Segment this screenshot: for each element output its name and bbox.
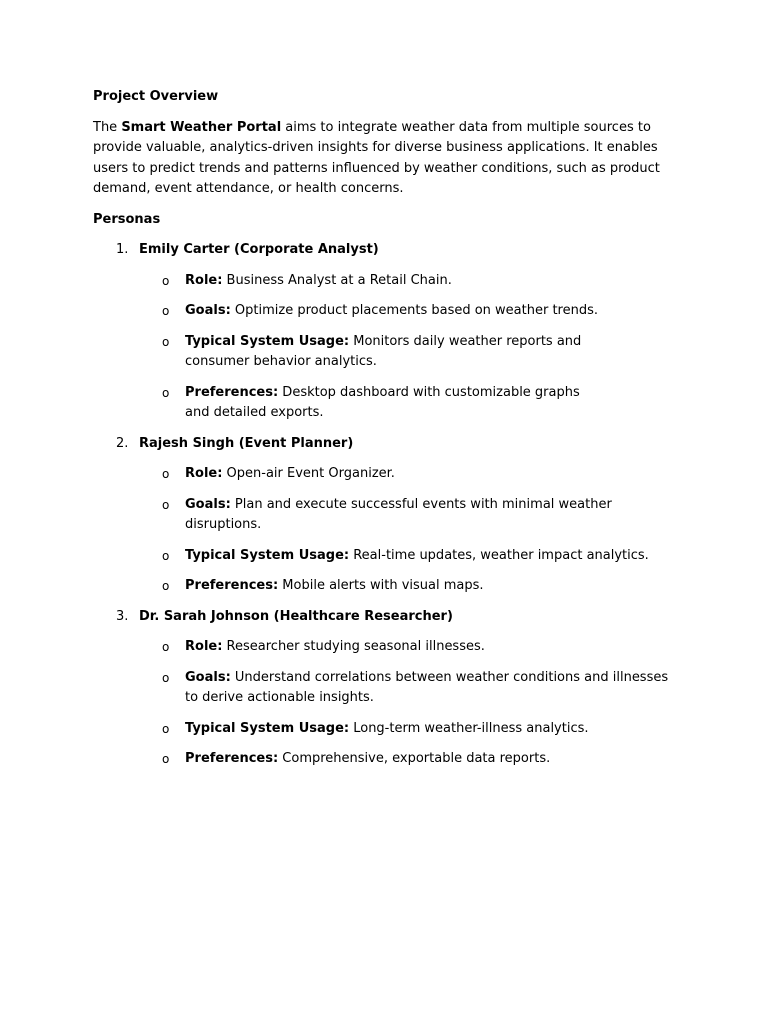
persona-item [93,240,683,424]
attribute-label: Goals: [185,496,231,512]
bullet-icon: o [162,579,170,593]
attribute-value: Plan and execute successful events with minimal weather disruptions. [185,496,612,532]
attribute-label: Role: [185,466,223,481]
bullet-icon: o [162,467,170,481]
attribute-value: Mobile alerts with visual maps. [278,578,484,593]
intro-prefix: The [93,119,122,135]
persona-name: Dr. Sarah Johnson (Healthcare Researcher) [139,608,453,624]
persona-name: Rajesh Singh (Event Planner) [139,435,354,451]
attribute-label: Role: [185,639,223,654]
bullet-icon: o [162,273,170,288]
attribute-value: Optimize product placements based on weather trends. [230,303,599,318]
persona-attribute [93,332,595,373]
intro-paragraph [93,118,683,200]
attribute-value: Monitors daily weather reports and consumer behavior analytics. [185,333,582,369]
persona-attribute [93,749,595,770]
attribute-value: Desktop dashboard with customizable graphs and detailed exports. [185,384,580,420]
attribute-label: Typical System Usage: [185,720,350,736]
attribute-label: Preferences: [185,578,279,593]
attribute-label: Role: [185,272,223,288]
attribute-label: Preferences: [185,384,279,400]
persona-item [93,434,683,597]
attribute-label: Typical System Usage: [185,547,350,563]
bullet-icon: o [162,304,170,318]
persona-attribute [93,495,685,536]
persona-attribute [93,271,595,292]
intro-text: aims to integrate weather data from multiple sources to provide valuable, analytics-driven insights for diverse business applications. It enables users to predict trends and patterns influenced by weather conditions, such as product demand, event attendance, or health concerns. [93,119,660,196]
attribute-value: Long-term weather-illness analytics. [349,720,589,736]
product-name: Smart Weather Portal [121,119,282,135]
attribute-value: Real-time updates, weather impact analytics. [349,547,649,563]
bullet-icon: o [162,334,170,349]
persona-name: Emily Carter (Corporate Analyst) [139,242,379,257]
section-heading-overview: Project Overview [93,89,219,104]
bullet-icon: o [162,548,170,563]
persona-item [93,607,683,770]
persona-attribute [93,546,685,567]
bullet-icon: o [162,752,170,766]
bullet-icon: o [162,497,170,512]
persona-attribute [93,301,685,322]
bullet-icon: o [162,670,170,685]
bullet-icon: o [162,640,170,654]
persona-number: 2. [116,435,129,451]
attribute-value: Understand correlations between weather conditions and illnesses to derive actionable insights. [185,669,669,705]
bullet-icon: o [162,385,170,400]
attribute-label: Preferences: [185,751,279,766]
attribute-value: Researcher studying seasonal illnesses. [222,639,485,654]
attribute-value: Business Analyst at a Retail Chain. [222,272,452,288]
document-body [93,87,683,780]
attribute-value: Open-air Event Organizer. [222,466,395,481]
section-heading-personas: Personas [93,211,161,227]
persona-attribute [93,668,685,709]
bullet-icon: o [162,721,170,736]
persona-attribute [93,576,595,597]
attribute-label: Typical System Usage: [185,333,350,349]
attribute-label: Goals: [185,303,231,318]
persona-attribute [93,383,595,424]
persona-attribute [93,637,595,658]
persona-attribute [93,719,595,740]
persona-number: 3. [116,608,129,624]
attribute-label: Goals: [185,669,231,685]
attribute-value: Comprehensive, exportable data reports. [278,751,551,766]
persona-attribute [93,464,595,485]
persona-number: 1. [116,242,129,257]
